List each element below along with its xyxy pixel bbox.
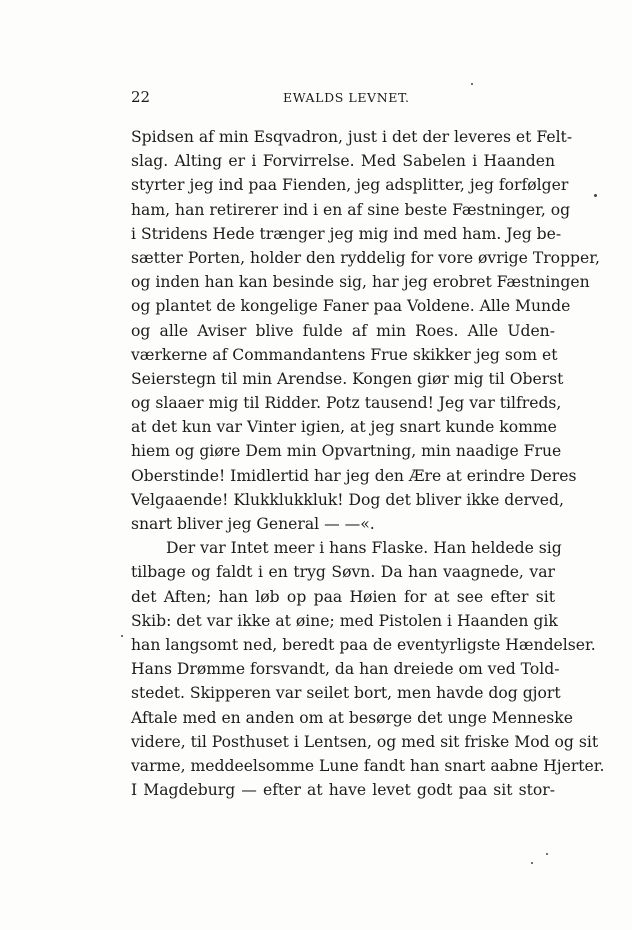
text-line: Skib: det var ikke at øine; med Pistolen i Haanden gik: [131, 611, 558, 630]
text-line: og inden han kan besinde sig, har jeg erobret Fæstningen: [131, 273, 590, 292]
page-number: 22: [131, 88, 151, 106]
page-header: [131, 88, 555, 112]
text-line: og slaaer mig til Ridder. Potz tausend! Jeg var tilfreds,: [131, 394, 562, 413]
text-line: Seierstegn til min Arendse. Kongen giør mig til Oberst: [131, 369, 564, 388]
text-line: Spidsen af min Esqvadron, just i det der leveres et Felt-: [131, 128, 573, 146]
text-line: videre, til Posthuset i Lentsen, og med sit friske Mod og sit: [131, 732, 599, 751]
scan-speck: [546, 853, 548, 855]
text-line: sætter Porten, holder den ryddelig for vore øvrige Tropper,: [131, 248, 600, 267]
text-line: hiem og giøre Dem min Opvartning, min naadige Frue: [131, 442, 562, 461]
scan-speck: [594, 194, 597, 197]
text-line: Aftale med en anden om at besørge det unge Menneske: [131, 708, 573, 727]
text-line: varme, meddeelsomme Lune fandt han snart aabne Hjerter.: [131, 756, 605, 775]
scan-speck: [121, 635, 123, 637]
body-text: [131, 125, 605, 802]
text-line: i Stridens Hede trænger jeg mig ind med ham. Jeg be-: [131, 224, 562, 243]
text-line: han langsomt ned, beredt paa de eventyrligste Hændelser.: [131, 635, 596, 654]
text-line: og plantet de kongelige Faner paa Voldene. Alle Munde: [131, 297, 571, 316]
text-line: værkerne af Commandantens Frue skikker jeg som et: [131, 345, 558, 364]
running-title: EWALDS LEVNET.: [283, 90, 410, 105]
text-line: Velgaaende! Klukklukkluk! Dog det bliver ikke derved,: [131, 490, 564, 509]
text-line: I Magdeburg — efter at have levet godt paa sit stor-: [131, 781, 555, 800]
text-line: Hans Drømme forsvandt, da han dreiede om ved Told-: [131, 660, 560, 679]
text-line: Oberstinde! Imidlertid har jeg den Ære at erindre Deres: [131, 466, 577, 485]
paragraph-start-line: Der var Intet meer i hans Flaske. Han heldede sig: [166, 539, 562, 558]
text-line: at det kun var Vinter igien, at jeg snart kunde komme: [131, 418, 557, 437]
text-line: slag. Alting er i Forvirrelse. Med Sabelen i Haanden: [131, 152, 555, 171]
text-line: det Aften; han løb op paa Høien for at see efter sit: [131, 587, 555, 606]
text-line: og alle Aviser blive fulde af min Roes. Alle Uden-: [131, 321, 555, 340]
text-line: stedet. Skipperen var seilet bort, men havde dog gjort: [131, 684, 561, 703]
scan-speck: [531, 862, 533, 864]
text-line: styrter jeg ind paa Fienden, jeg adsplitter, jeg forfølger: [131, 176, 569, 195]
scan-speck: [471, 83, 473, 85]
text-line: ham, han retirerer ind i en af sine beste Fæstninger, og: [131, 200, 571, 219]
paragraph-end-line: snart bliver jeg General — —«.: [131, 515, 375, 533]
text-line: tilbage og faldt i en tryg Søvn. Da han vaagnede, var: [131, 563, 555, 582]
